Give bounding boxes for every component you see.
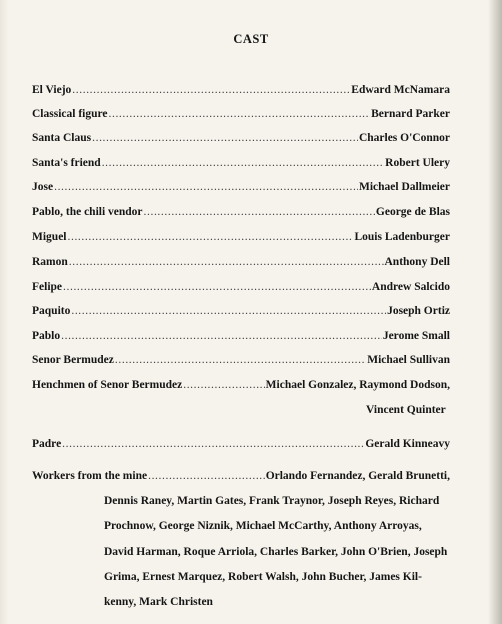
dot-leader — [148, 470, 265, 482]
cast-role: El Viejo — [32, 84, 72, 96]
dot-leader — [62, 438, 364, 450]
cast-role: Pablo, the chili vendor — [32, 206, 143, 218]
cast-actor: Jerome Small — [382, 330, 450, 342]
cast-role: Felipe — [32, 281, 63, 293]
workers-line: Dennis Raney, Martin Gates, Frank Traynor, Joseph Reyes, Richard — [104, 495, 440, 507]
dot-leader — [183, 379, 264, 391]
cast-role: Senor Bermudez — [32, 354, 114, 366]
dot-leader — [63, 281, 371, 293]
cast-row — [32, 281, 450, 293]
cast-row — [32, 438, 450, 450]
cast-actor: Michael Dallmeier — [358, 181, 450, 193]
cast-row — [32, 157, 450, 169]
dot-leader — [109, 108, 371, 120]
cast-role: Miguel — [32, 231, 67, 243]
cast-actor: George de Blas — [375, 206, 450, 218]
dot-leader — [102, 157, 384, 169]
cast-role: Paquito — [32, 305, 71, 317]
dot-leader — [54, 181, 358, 193]
page-title: CAST — [233, 32, 269, 46]
cast-role: Santa Claus — [32, 132, 92, 144]
cast-actor: Gerald Kinneavy — [365, 438, 450, 450]
cast-row — [32, 256, 450, 268]
cast-row — [32, 379, 450, 391]
cast-row — [32, 181, 450, 193]
dot-leader — [72, 84, 350, 96]
workers-line: kenny, Mark Christen — [104, 596, 213, 609]
cast-actor: Joseph Ortiz — [387, 305, 450, 317]
cast-row — [32, 354, 450, 366]
cast-role: Ramon — [32, 256, 68, 268]
workers-line: David Harman, Roque Arriola, Charles Barker, John O'Brien, Joseph — [104, 545, 448, 558]
cast-row — [32, 231, 450, 243]
cast-actor: Robert Ulery — [385, 157, 450, 169]
dot-leader — [92, 132, 358, 144]
cast-role: Santa's friend — [32, 157, 101, 169]
cast-role: Pablo — [32, 330, 61, 342]
cast-row — [32, 84, 450, 96]
cast-actor: Anthony Dell — [384, 256, 450, 268]
cast-role: Jose — [32, 181, 54, 193]
cast-row — [32, 470, 450, 482]
cast-row — [32, 108, 450, 120]
cast-row — [32, 330, 450, 342]
cast-actor: Michael Sullivan — [367, 354, 450, 366]
dot-leader — [69, 256, 384, 268]
cast-role: Henchmen of Senor Bermudez — [32, 379, 183, 391]
dot-leader — [144, 206, 375, 218]
cast-actor-continued: Vincent Quinter — [366, 404, 446, 416]
workers-line: Prochnow, George Niznik, Michael McCarthy, Anthony Arroyas, — [104, 520, 422, 533]
cast-actor: Michael Gonzalez, Raymond Dodson, — [265, 379, 450, 391]
cast-row — [32, 305, 450, 317]
cast-row — [32, 132, 450, 144]
cast-actor: Charles O'Connor — [358, 132, 450, 144]
workers-line: Grima, Ernest Marquez, Robert Walsh, John Bucher, James Kil- — [104, 570, 422, 583]
cast-row — [32, 206, 450, 218]
cast-actor: Louis Ladenburger — [354, 231, 450, 243]
cast-actor: Edward McNamara — [351, 84, 450, 96]
cast-actor: Andrew Salcido — [371, 281, 450, 293]
dot-leader — [71, 305, 386, 317]
cast-actor: Orlando Fernandez, Gerald Brunetti, — [265, 470, 450, 482]
page-edge-shadow — [488, 0, 502, 624]
cast-role: Workers from the mine — [32, 470, 148, 482]
dot-leader — [61, 330, 382, 342]
cast-role: Classical figure — [32, 108, 108, 120]
cast-actor: Bernard Parker — [371, 108, 450, 120]
cast-role: Padre — [32, 438, 62, 450]
dot-leader — [68, 231, 354, 243]
dot-leader — [115, 354, 366, 366]
workers-list — [104, 494, 450, 620]
